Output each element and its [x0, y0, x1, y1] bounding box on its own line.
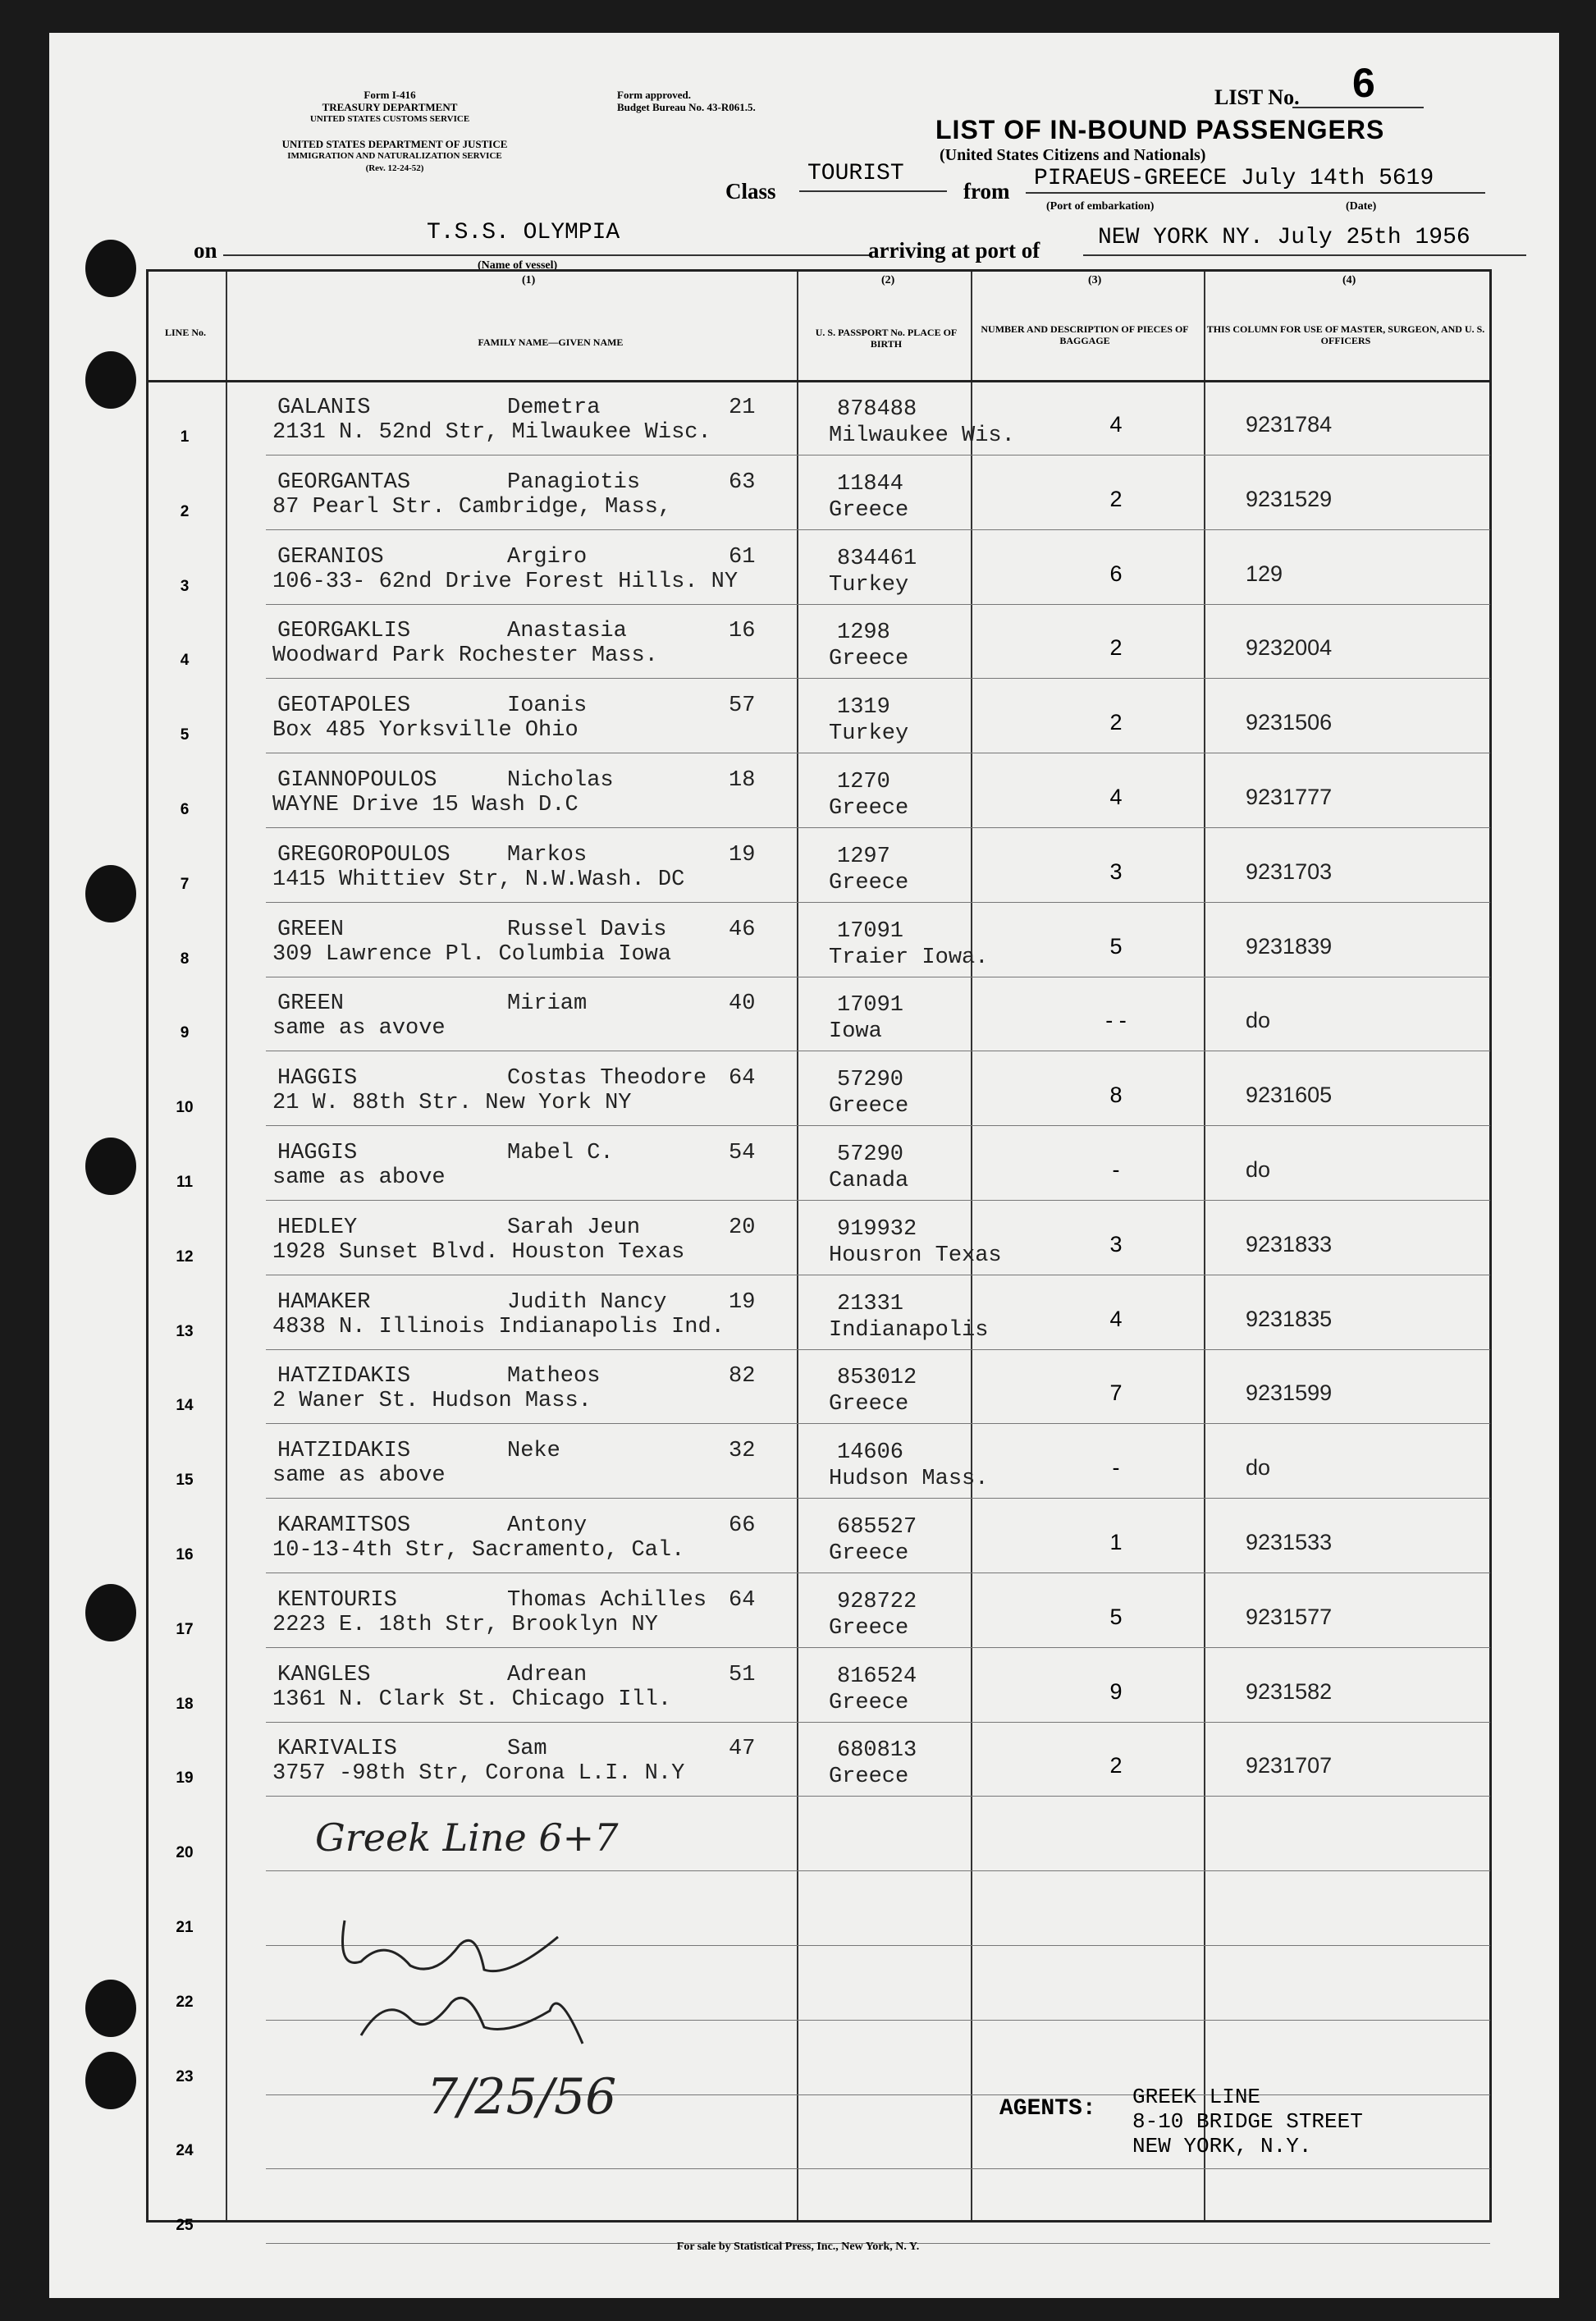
- place-of-birth: Greece: [829, 870, 909, 895]
- family-name: HAGGIS: [277, 1141, 358, 1165]
- header-passport: U. S. PASSPORT No. PLACE OF BIRTH: [815, 327, 958, 350]
- row-divider: [266, 529, 1490, 530]
- baggage-count: 2: [1109, 635, 1123, 661]
- age: 20: [729, 1215, 756, 1240]
- given-name: Sarah Jeun: [507, 1215, 641, 1240]
- header-family-name: FAMILY NAME—GIVEN NAME: [478, 336, 624, 348]
- officer-number: 9231599: [1246, 1380, 1333, 1406]
- passport-number: 57290: [837, 1142, 904, 1167]
- treasury-dept: TREASURY DEPARTMENT: [322, 101, 458, 113]
- baggage-count: -: [1112, 1157, 1120, 1182]
- line-number: 22: [176, 1993, 194, 2011]
- family-name: GREEN: [277, 991, 345, 1017]
- from-value: PIRAEUS-GREECE July 14th 5619: [1034, 166, 1434, 191]
- passport-number: 680813: [837, 1738, 917, 1764]
- place-of-birth: Greece: [829, 1392, 909, 1417]
- baggage-count: 6: [1109, 561, 1123, 586]
- row-divider: [266, 1349, 1490, 1350]
- passport-number: 17091: [837, 918, 904, 944]
- officer-number: 9231605: [1246, 1083, 1333, 1108]
- line-number: 2: [180, 502, 190, 520]
- line-number: 9: [180, 1024, 190, 1042]
- vessel-caption: (Name of vessel): [478, 259, 558, 272]
- row-divider: [266, 2168, 1490, 2169]
- address: WAYNE Drive 15 Wash D.C: [272, 793, 578, 817]
- age: 18: [729, 768, 756, 793]
- age: 51: [729, 1662, 756, 1687]
- col3-caption: (3): [1088, 274, 1102, 286]
- class-label: Class: [725, 179, 776, 204]
- baggage-count: 2: [1109, 710, 1123, 735]
- binder-hole: [85, 1584, 136, 1641]
- baggage-count: 9: [1109, 1678, 1123, 1704]
- baggage-count: 3: [1109, 858, 1123, 884]
- given-name: Demetra: [507, 396, 601, 420]
- age: 19: [729, 842, 756, 868]
- officer-number: 9231784: [1246, 412, 1333, 437]
- address: 1415 Whittiev Str, N.W.Wash. DC: [272, 867, 685, 892]
- line-number: 10: [176, 1099, 194, 1117]
- given-name: Thomas Achilles: [507, 1587, 707, 1613]
- agents-line3: NEW YORK, N.Y.: [1132, 2134, 1312, 2158]
- line-number: 19: [176, 1769, 194, 1788]
- header-baggage: NUMBER AND DESCRIPTION OF PIECES OF BAGGAGE: [981, 323, 1189, 346]
- baggage-count: 4: [1109, 785, 1123, 809]
- age: 61: [729, 544, 756, 570]
- family-name: GEORGAKLIS: [277, 619, 411, 644]
- address: 2 Waner St. Hudson Mass.: [272, 1389, 592, 1414]
- class-value: TOURIST: [807, 161, 904, 186]
- given-name: Sam: [507, 1737, 547, 1762]
- passport-number: 1319: [837, 695, 890, 721]
- age: 54: [729, 1141, 756, 1165]
- from-label: from: [963, 179, 1010, 204]
- baggage-count: 4: [1109, 412, 1123, 437]
- passport-number: 853012: [837, 1366, 917, 1391]
- agents-label: AGENTS:: [999, 2096, 1096, 2122]
- given-name: Mabel C.: [507, 1141, 614, 1165]
- line-number: 3: [180, 577, 190, 595]
- family-name: KANGLES: [277, 1662, 371, 1687]
- age: 47: [729, 1737, 756, 1762]
- binder-hole: [85, 351, 136, 409]
- age: 66: [729, 1513, 756, 1538]
- line-number: 15: [176, 1472, 194, 1490]
- line-number: 1: [180, 428, 190, 446]
- family-name: GEORGANTAS: [277, 469, 411, 495]
- line-number: 25: [176, 2217, 194, 2235]
- family-name: KARIVALIS: [277, 1737, 397, 1762]
- family-name: HAGGIS: [277, 1066, 358, 1092]
- row-divider: [266, 455, 1490, 456]
- binder-hole: [85, 1980, 136, 2037]
- place-of-birth: Traier Iowa.: [829, 945, 989, 970]
- binder-hole: [85, 240, 136, 297]
- row-divider: [266, 1647, 1490, 1648]
- header-officers: THIS COLUMN FOR USE OF MASTER, SURGEON, AND U. S. OFFICERS: [1206, 323, 1485, 346]
- officer-number: 9232004: [1246, 635, 1333, 661]
- place-of-birth: Turkey: [829, 721, 909, 747]
- line-number: 18: [176, 1695, 194, 1713]
- address: 106-33- 62nd Drive Forest Hills. NY: [272, 569, 739, 594]
- baggage-count: - -: [1105, 1008, 1127, 1033]
- place-of-birth: Greece: [829, 1690, 909, 1715]
- line-number: 21: [176, 1919, 194, 1936]
- col4-caption: (4): [1342, 274, 1356, 286]
- passport-number: 1297: [837, 844, 890, 869]
- address: Woodward Park Rochester Mass.: [272, 643, 658, 669]
- family-name: GERANIOS: [277, 544, 384, 570]
- place-of-birth: Turkey: [829, 572, 909, 597]
- row-divider: [266, 1870, 1490, 1871]
- form-revision: (Rev. 12-24-52): [365, 163, 424, 173]
- address: 4838 N. Illinois Indianapolis Ind.: [272, 1314, 725, 1339]
- col-divider: [797, 272, 798, 2220]
- officer-number: 9231703: [1246, 858, 1333, 884]
- passport-number: 11844: [837, 471, 904, 497]
- address: 309 Lawrence Pl. Columbia Iowa: [272, 941, 672, 967]
- arrival-value: NEW YORK NY. July 25th 1956: [1098, 225, 1470, 250]
- list-subtitle: (United States Citizens and Nationals): [940, 146, 1206, 164]
- address: 21 W. 88th Str. New York NY: [272, 1091, 632, 1116]
- officer-number: 9231707: [1246, 1753, 1333, 1779]
- binder-hole: [85, 2052, 136, 2109]
- row-divider: [266, 1498, 1490, 1499]
- line-number: 5: [180, 726, 190, 744]
- officer-number: 9231835: [1246, 1306, 1333, 1331]
- col1-caption: (1): [522, 274, 536, 286]
- officer-number: 129: [1246, 561, 1283, 586]
- family-name: HATZIDAKIS: [277, 1364, 411, 1389]
- baggage-count: 8: [1109, 1083, 1123, 1108]
- binder-hole: [85, 865, 136, 922]
- place-of-birth: Greece: [829, 497, 909, 523]
- address: same as avove: [272, 1016, 446, 1041]
- place-of-birth: Greece: [829, 1094, 909, 1119]
- age: 46: [729, 917, 756, 942]
- age: 16: [729, 619, 756, 644]
- given-name: Costas Theodore: [507, 1066, 707, 1092]
- officer-number: do: [1246, 1455, 1271, 1481]
- age: 19: [729, 1289, 756, 1315]
- baggage-count: 2: [1109, 1753, 1123, 1779]
- class-underline: [799, 190, 947, 192]
- line-number: 4: [180, 652, 190, 670]
- address: 1361 N. Clark St. Chicago Ill.: [272, 1687, 672, 1712]
- handwritten-signature: [312, 1888, 624, 2068]
- form-approval: [617, 89, 756, 113]
- line-number: 23: [176, 2067, 194, 2085]
- address: same as above: [272, 1165, 446, 1190]
- passport-number: 17091: [837, 993, 904, 1019]
- family-name: GREGOROPOULOS: [277, 842, 450, 868]
- passport-number: 14606: [837, 1440, 904, 1466]
- address: 1928 Sunset Blvd. Houston Texas: [272, 1239, 685, 1265]
- customs-service: UNITED STATES CUSTOMS SERVICE: [309, 114, 470, 124]
- line-number: 24: [176, 2142, 194, 2160]
- given-name: Nicholas: [507, 768, 614, 793]
- col-divider: [1204, 272, 1205, 2220]
- handwritten-date: 7/25/56: [427, 2068, 617, 2126]
- vessel-name: T.S.S. OLYMPIA: [427, 220, 620, 245]
- list-title: LIST OF IN-BOUND PASSENGERS: [935, 115, 1385, 144]
- row-divider: [266, 604, 1490, 605]
- port-embark-caption: (Port of embarkation): [1046, 200, 1155, 213]
- officer-number: 9231529: [1246, 486, 1333, 511]
- place-of-birth: Greece: [829, 1541, 909, 1566]
- family-name: GEOTAPOLES: [277, 694, 411, 719]
- given-name: Matheos: [507, 1364, 601, 1389]
- family-name: HEDLEY: [277, 1215, 358, 1240]
- age: 64: [729, 1066, 756, 1092]
- date-caption: (Date): [1346, 200, 1377, 213]
- age: 82: [729, 1364, 756, 1389]
- family-name: KENTOURIS: [277, 1587, 397, 1613]
- col2-caption: (2): [881, 274, 895, 286]
- form-header-justice: [202, 138, 588, 175]
- place-of-birth: Hudson Mass.: [829, 1467, 989, 1492]
- age: 32: [729, 1439, 756, 1464]
- passport-number: 57290: [837, 1068, 904, 1093]
- vessel-underline: [223, 254, 871, 256]
- baggage-count: 4: [1109, 1306, 1123, 1331]
- baggage-count: 1: [1109, 1530, 1123, 1554]
- place-of-birth: Indianapolis: [829, 1317, 989, 1343]
- baggage-count: 3: [1109, 1231, 1123, 1257]
- passport-number: 834461: [837, 546, 917, 571]
- baggage-count: 5: [1109, 1604, 1123, 1629]
- age: 40: [729, 991, 756, 1017]
- passport-number: 1298: [837, 620, 890, 646]
- line-number: 7: [180, 875, 190, 893]
- arriving-label: arriving at port of: [868, 238, 1040, 263]
- given-name: Panagiotis: [507, 469, 641, 495]
- officer-number: 9231506: [1246, 710, 1333, 735]
- form-approved: Form approved.: [617, 89, 692, 101]
- family-name: KARAMITSOS: [277, 1513, 411, 1538]
- row-divider: [266, 678, 1490, 679]
- form-header-left: [279, 89, 501, 126]
- place-of-birth: Greece: [829, 796, 909, 821]
- baggage-count: 5: [1109, 933, 1123, 959]
- family-name: GREEN: [277, 917, 345, 942]
- baggage-count: -: [1112, 1455, 1120, 1481]
- row-divider: [266, 902, 1490, 903]
- line-number: 6: [180, 801, 190, 818]
- passport-number: 928722: [837, 1589, 917, 1614]
- place-of-birth: Greece: [829, 1765, 909, 1790]
- agents-line1: GREEK LINE: [1132, 2085, 1261, 2109]
- row-divider: [266, 1423, 1490, 1424]
- line-number: 16: [176, 1546, 194, 1563]
- officer-number: do: [1246, 1157, 1271, 1182]
- arrival-underline: [1083, 254, 1526, 256]
- passport-number: 1270: [837, 770, 890, 794]
- passport-number: 919932: [837, 1216, 917, 1242]
- from-underline: [1026, 192, 1485, 194]
- family-name: HATZIDAKIS: [277, 1439, 411, 1464]
- officer-number: 9231833: [1246, 1231, 1333, 1257]
- line-number: 8: [180, 950, 190, 968]
- passport-number: 21331: [837, 1291, 904, 1316]
- immigration-service: IMMIGRATION AND NATURALIZATION SERVICE: [287, 151, 502, 161]
- form-number: Form I-416: [364, 89, 416, 101]
- row-divider: [266, 1796, 1490, 1797]
- header-divider: [149, 380, 1489, 382]
- given-name: Neke: [507, 1439, 560, 1464]
- officer-number: 9231839: [1246, 933, 1333, 959]
- row-divider: [266, 1722, 1490, 1723]
- place-of-birth: Greece: [829, 1615, 909, 1641]
- age: 63: [729, 469, 756, 495]
- age: 57: [729, 694, 756, 719]
- agents-line2: 8-10 BRIDGE STREET: [1132, 2109, 1363, 2134]
- footer-printer: For sale by Statistical Press, Inc., New York, N. Y.: [676, 2241, 920, 2253]
- line-number: 13: [176, 1322, 194, 1340]
- age: 21: [729, 396, 756, 420]
- row-divider: [266, 1200, 1490, 1201]
- officer-number: 9231777: [1246, 785, 1333, 809]
- address: 10-13-4th Str, Sacramento, Cal.: [272, 1538, 685, 1563]
- given-name: Russel Davis: [507, 917, 667, 942]
- officer-number: 9231577: [1246, 1604, 1333, 1629]
- line-number: 11: [176, 1174, 194, 1191]
- place-of-birth: Milwaukee Wis.: [829, 423, 1015, 448]
- place-of-birth: Iowa: [829, 1019, 882, 1045]
- address: 3757 -98th Str, Corona L.I. N.Y: [272, 1761, 685, 1787]
- line-number: 14: [176, 1397, 194, 1415]
- given-name: Markos: [507, 842, 588, 868]
- agents-address: [1132, 2085, 1363, 2158]
- passport-number: 685527: [837, 1515, 917, 1540]
- handwritten-note: Greek Line 6+7: [315, 1815, 619, 1860]
- officer-number: 9231533: [1246, 1530, 1333, 1554]
- address: 2131 N. 52nd Str, Milwaukee Wisc.: [272, 420, 711, 445]
- col-divider: [226, 272, 227, 2220]
- family-name: HAMAKER: [277, 1289, 371, 1315]
- line-number: 12: [176, 1247, 194, 1266]
- place-of-birth: Greece: [829, 647, 909, 672]
- given-name: Judith Nancy: [507, 1289, 667, 1315]
- binder-hole: [85, 1138, 136, 1195]
- address: 2223 E. 18th Str, Brooklyn NY: [272, 1612, 658, 1637]
- given-name: Miriam: [507, 991, 588, 1017]
- address: same as above: [272, 1463, 446, 1489]
- place-of-birth: Housron Texas: [829, 1243, 1002, 1268]
- given-name: Anastasia: [507, 619, 627, 644]
- address: 87 Pearl Str. Cambridge, Mass,: [272, 494, 672, 520]
- place-of-birth: Canada: [829, 1169, 909, 1193]
- given-name: Antony: [507, 1513, 588, 1538]
- given-name: Ioanis: [507, 694, 588, 719]
- officer-number: 9231582: [1246, 1678, 1333, 1704]
- list-number-underline: [1292, 107, 1424, 108]
- on-label: on: [194, 238, 217, 263]
- baggage-count: 7: [1109, 1380, 1123, 1406]
- list-number-label: LIST No.: [1214, 85, 1300, 109]
- family-name: GALANIS: [277, 396, 371, 420]
- address: Box 485 Yorksville Ohio: [272, 718, 578, 744]
- given-name: Adrean: [507, 1662, 588, 1687]
- header-line-no: LINE No.: [164, 327, 206, 338]
- row-divider: [266, 827, 1490, 828]
- budget-bureau: Budget Bureau No. 43-R061.5.: [617, 101, 756, 113]
- list-number: 6: [1352, 60, 1375, 106]
- justice-dept: UNITED STATES DEPARTMENT OF JUSTICE: [281, 138, 508, 150]
- officer-number: do: [1246, 1008, 1271, 1033]
- line-number: 20: [176, 1844, 194, 1862]
- age: 64: [729, 1587, 756, 1613]
- row-divider: [266, 1125, 1490, 1126]
- line-number: 17: [176, 1620, 194, 1638]
- passport-number: 878488: [837, 397, 917, 422]
- passport-number: 816524: [837, 1664, 917, 1689]
- family-name: GIANNOPOULOS: [277, 768, 437, 793]
- baggage-count: 2: [1109, 486, 1123, 511]
- given-name: Argiro: [507, 544, 588, 570]
